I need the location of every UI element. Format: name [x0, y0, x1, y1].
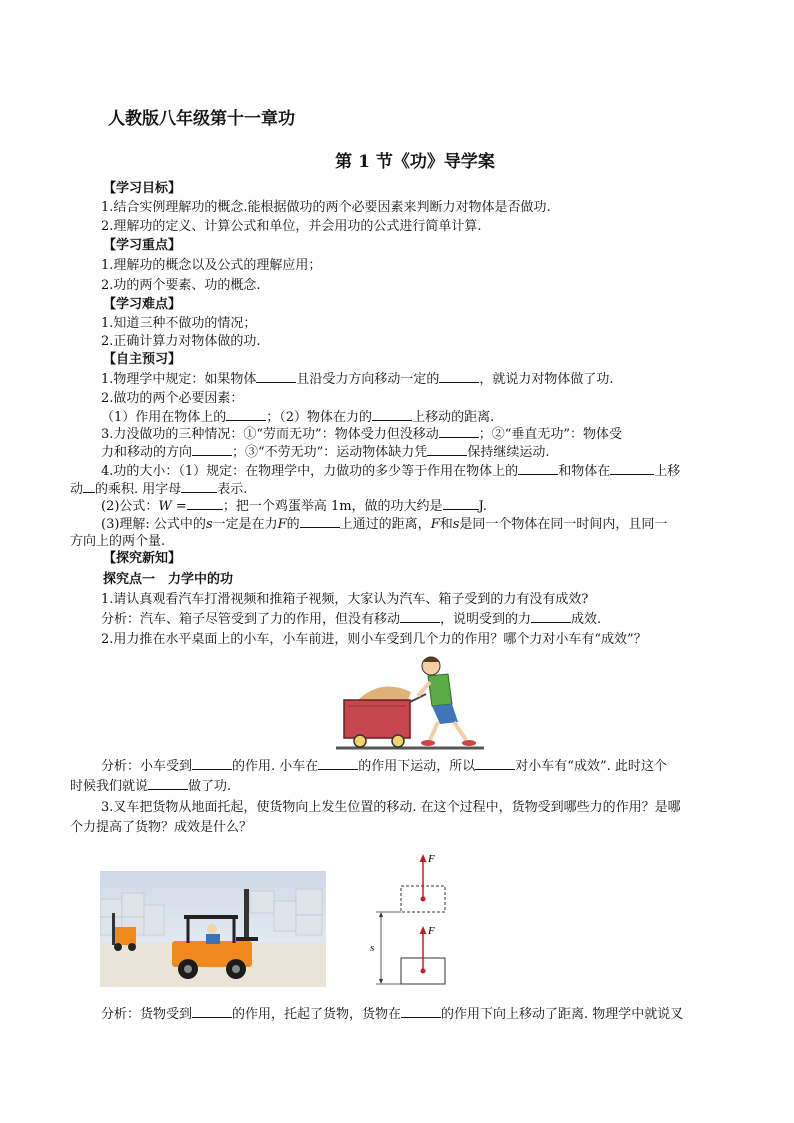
- cart-wheel: [354, 735, 366, 747]
- preview-item-3: 3.力没做功的三种情况：①“劳而无功”：物体受力但没移动 ；②“垂直无功”：物体受: [101, 427, 622, 442]
- preview-item-4: 4.功的大小：（1）规定：在物理学中，力做功的多少等于作用在物体上的 和物体在 上移: [101, 464, 681, 479]
- cart-push-illustration: [336, 652, 486, 754]
- driver-head: [207, 924, 217, 934]
- boy-shoe: [462, 740, 476, 746]
- explore-question-2: 2.用力推在水平桌面上的小车，小车前进，则小车受到几个力的作用？哪个力对小车有“成效”？: [101, 632, 647, 647]
- sand-pile: [358, 687, 411, 700]
- forklift-photo: [100, 871, 326, 987]
- explore-point-1: 探究点一 力学中的功: [103, 572, 234, 587]
- section-preview: 【自主预习】: [103, 352, 182, 367]
- preview-understanding-cont: 方向上的两个量.: [70, 534, 166, 549]
- preview-formula: (2)公式：W = ；把一个鸡蛋举高 1m，做的功大约是 J.: [101, 499, 487, 514]
- explore-answer-2-cont: 时候我们就说 做了功.: [70, 779, 232, 794]
- driver-body: [206, 934, 220, 944]
- force-label-bottom: F: [428, 925, 435, 937]
- force-label-top: F: [428, 853, 435, 865]
- explore-question-3-cont: 个力提高了货物？成效是什么？: [70, 820, 253, 835]
- section-explore: 【探究新知】: [103, 551, 182, 566]
- preview-item-2-detail: （1）作用在物体上的 ；（2）物体在力的 上移动的距离.: [101, 410, 495, 425]
- focus-2: 2.功的两个要素、功的概念.: [101, 278, 261, 293]
- explore-question-3: 3.叉车把货物从地面托起，使货物向上发生位置的移动. 在这个过程中，货物受到哪些力的作用？是哪: [101, 800, 681, 815]
- explore-answer-3: 分析：货物受到 的作用，托起了货物，货物在 的作用下向上移动了距离. 物理学中就说叉: [101, 1007, 684, 1022]
- section-difficulty: 【学习难点】: [103, 297, 182, 312]
- preview-item-3-cont: 力和移动的方向 ；③“不劳无功”：运动物体缺力凭 保持继续运动.: [101, 445, 550, 460]
- section-focus: 【学习重点】: [103, 238, 182, 253]
- preview-understanding: (3)理解: 公式中的s一定是在力F的 上通过的距离，F和s是同一个物体在同一时间内，且同一: [101, 517, 668, 532]
- difficulty-1: 1.知道三种不做功的情况；: [101, 316, 257, 331]
- focus-1: 1.理解功的概念以及公式的理解应用；: [101, 258, 322, 273]
- document-title: 人教版八年级第十一章功: [108, 109, 295, 129]
- section-goals: 【学习目标】: [103, 181, 182, 196]
- explore-answer-1: 分析：汽车、箱子尽管受到了力的作用，但没有移动 ，说明受到的力 成效.: [101, 612, 602, 627]
- boy-shoe: [421, 740, 435, 746]
- explore-answer-2: 分析：小车受到 的作用. 小车在 的作用下运动，所以 对小车有“成效”. 此时这个: [101, 759, 667, 774]
- forklift-roof: [184, 915, 238, 919]
- cart-wheel: [392, 735, 404, 747]
- preview-item-2: 2.做功的两个必要因素：: [101, 391, 244, 406]
- lesson-title: 第 1 节《功》导学案: [335, 152, 495, 172]
- goal-2: 2.理解功的定义、计算公式和单位，并会用功的公式进行简单计算.: [101, 219, 482, 234]
- boy-shirt: [428, 674, 452, 706]
- preview-item-4-cont: 动 的乘积. 用字母 表示.: [70, 482, 248, 497]
- preview-item-1: 1.物理学中规定：如果物体 且沿受力方向移动一定的 ，就说力对物体做了功.: [101, 372, 614, 387]
- goal-1: 1.结合实例理解功的概念.能根据做功的两个必要因素来判断力对物体是否做功.: [101, 200, 551, 215]
- boy-shorts: [432, 704, 458, 724]
- explore-question-1: 1.请认真观看汽车打滑视频和推箱子视频，大家认为汽车、箱子受到的力有没有成效?: [101, 592, 589, 607]
- distance-label: s: [370, 942, 375, 954]
- force-diagram: [370, 848, 450, 990]
- difficulty-2: 2.正确计算力对物体做的功.: [101, 334, 261, 349]
